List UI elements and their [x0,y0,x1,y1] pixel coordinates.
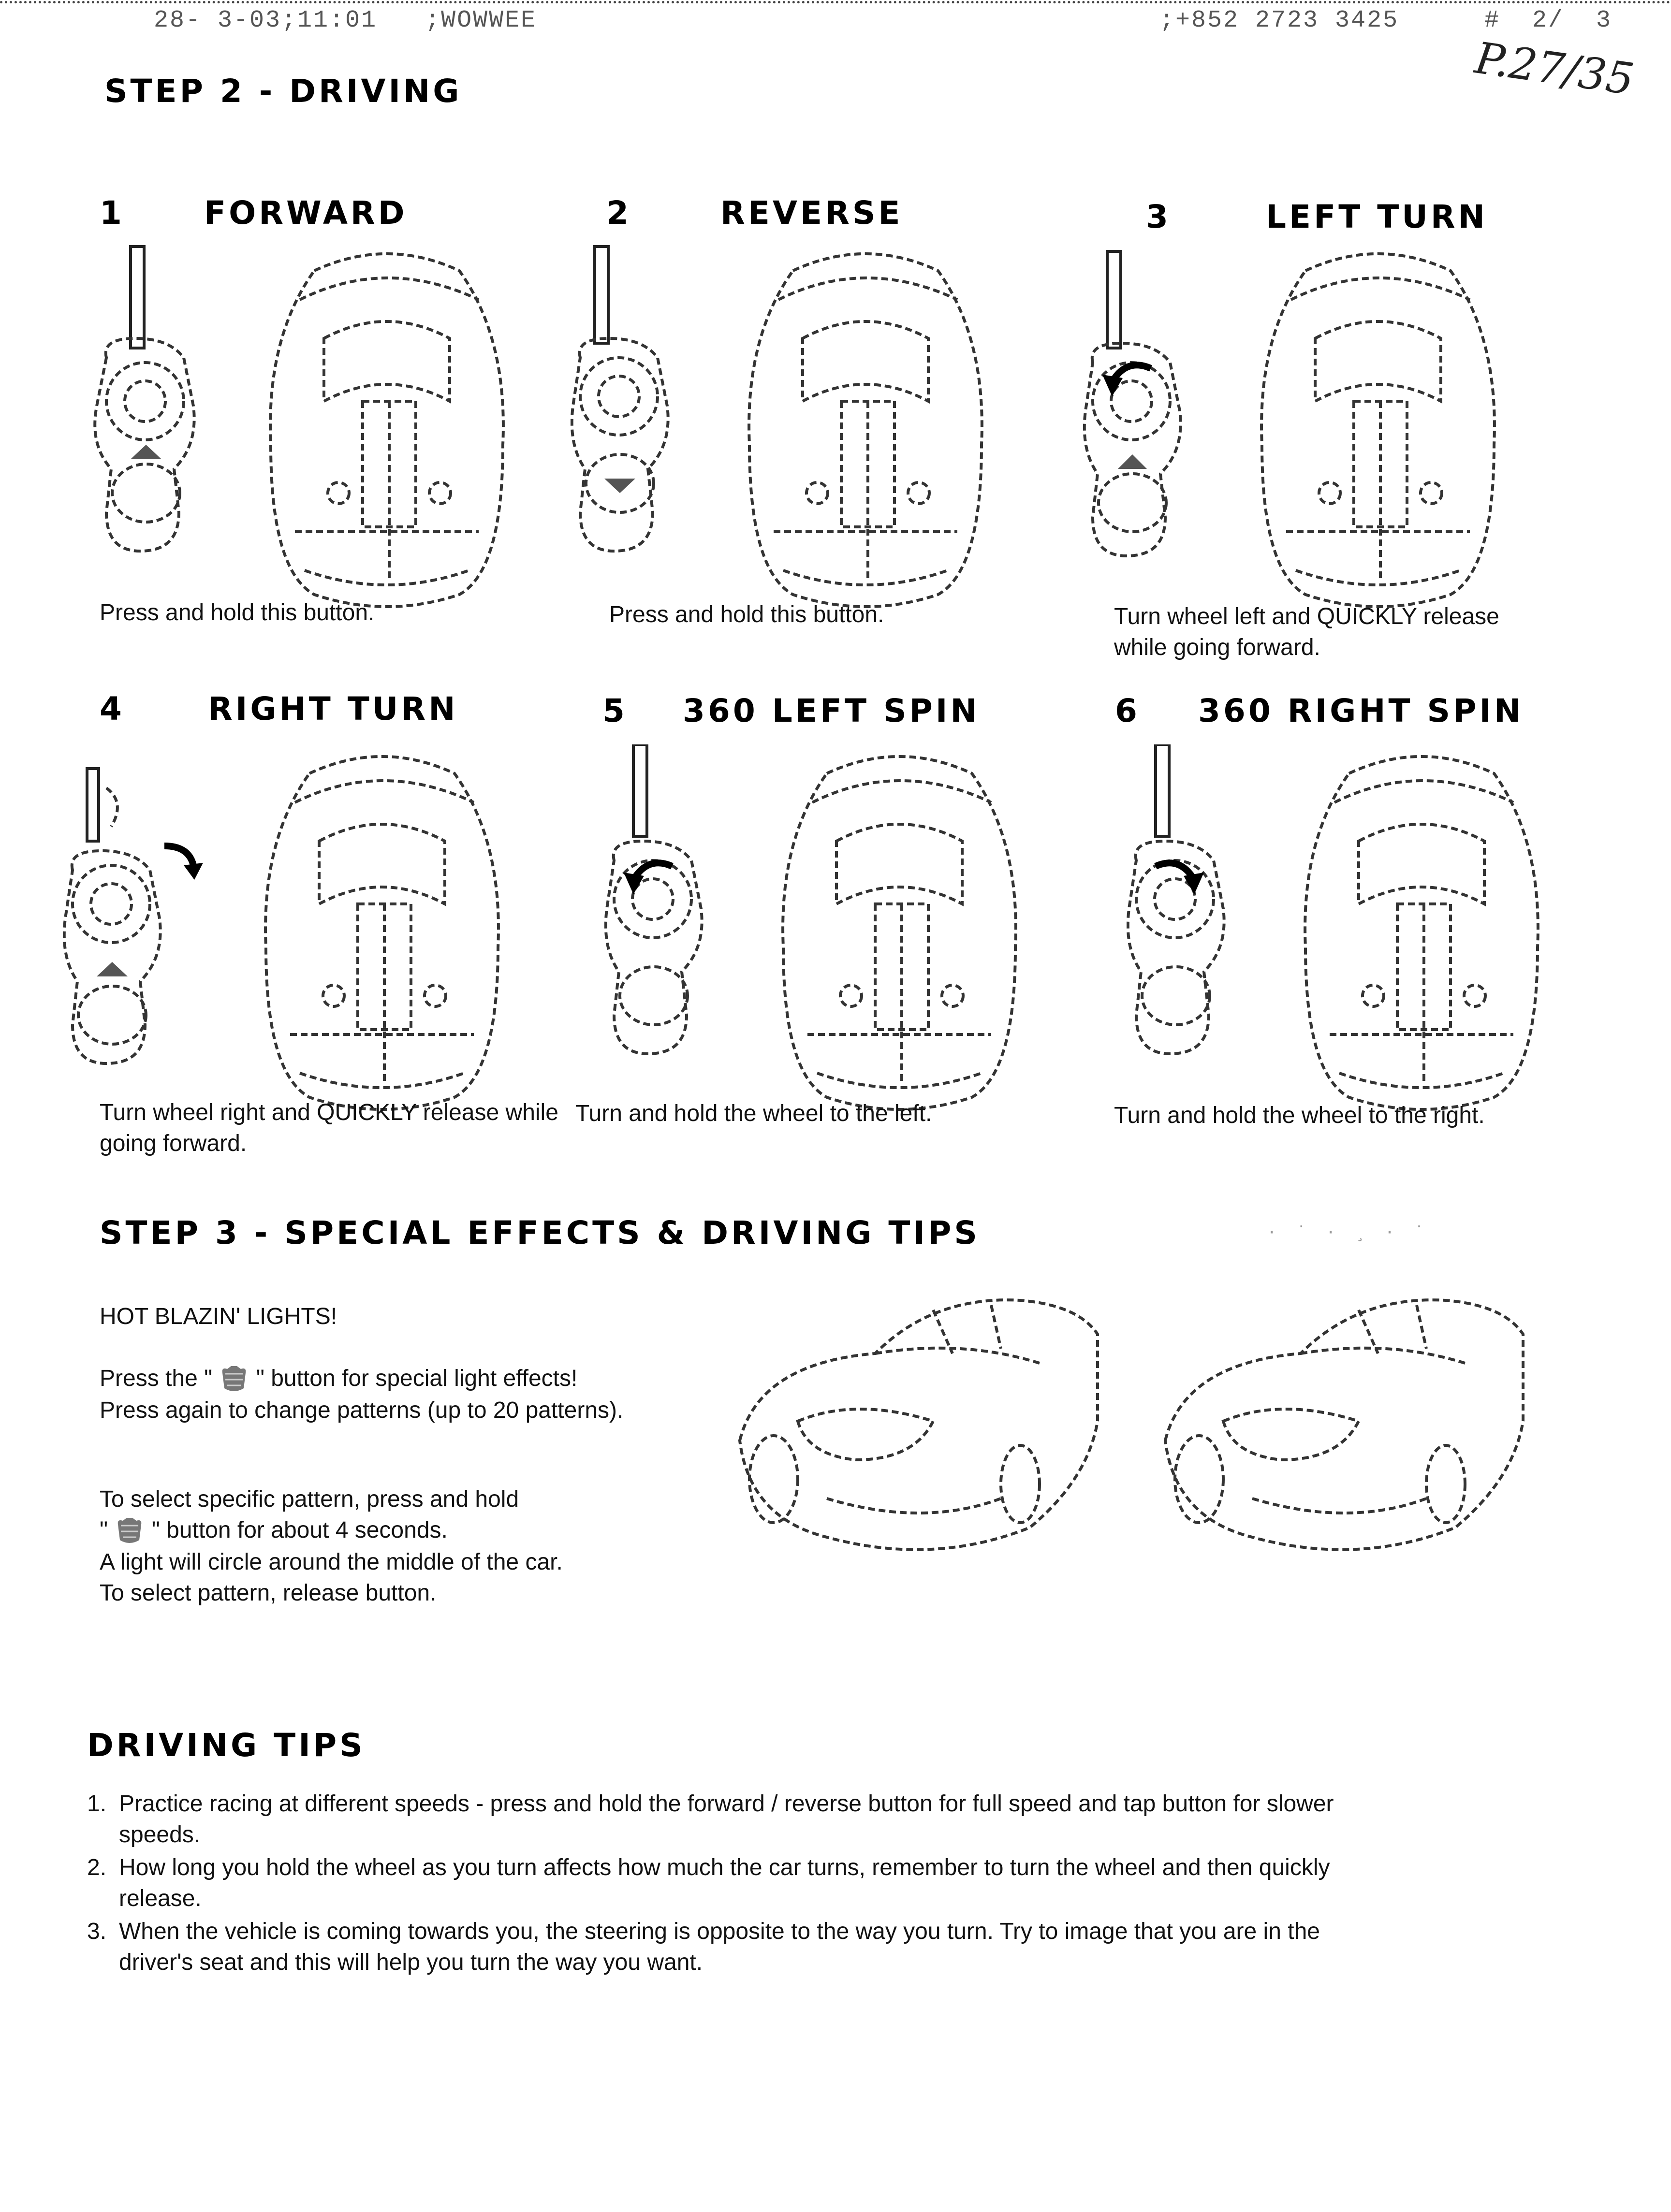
fax-header-page: # 2/ 3 [1484,7,1612,34]
caption-right-turn: Turn wheel right and QUICKLY release while going forward. [100,1100,558,1156]
step-title-360-left-spin: 360 LEFT SPIN [683,692,980,729]
figure-reverse [571,242,1006,619]
car-top-view-icon [265,757,498,1109]
car-perspective-icon [1165,1300,1523,1549]
step-title-forward: FORWARD [204,194,408,232]
step-title-left-turn: LEFT TURN [1266,198,1488,235]
car-top-view-icon [783,757,1016,1109]
fax-dotted-border [0,1,1671,3]
lights-instructions-1 [100,1363,704,1426]
lights-instructions-2 [100,1484,704,1609]
caption-forward: Press and hold this button. [100,600,375,626]
step-number-4: 4 [100,690,122,728]
para2-line3: A light will circle around the middle of the car. [100,1549,563,1575]
figure-forward [92,242,527,619]
remote-control-icon [606,744,702,1054]
figure-360-right-spin [1127,744,1562,1121]
car-top-view-icon [1261,254,1495,607]
figure-car-lights [730,1276,1581,1576]
fax-header-phone: ;+852 2723 3425 [1159,7,1399,34]
remote-control-icon [1085,251,1181,556]
figure-360-left-spin [604,744,1040,1121]
tip-number: 2. [87,1855,107,1880]
para1-continued: Press again to change patterns (up to 20 patterns). [100,1397,624,1424]
para2-line1: To select specific pattern, press and hold [100,1486,519,1512]
fax-header-left: 28- 3-03;11:01 ;WOWWEE [154,7,537,34]
light-button-icon [219,1364,249,1395]
list-item [87,1852,1392,1914]
car-top-view-icon [1305,757,1538,1109]
caption-reverse: Press and hold this button. [609,602,884,627]
figure-left-turn [1083,242,1518,619]
para1-start: Press the " [100,1366,213,1391]
tip-number: 1. [87,1791,107,1817]
tip-text: Practice racing at different speeds - press and hold the forward / reverse button for full speed and tap button for slower speeds. [119,1791,1334,1848]
forward-button-highlight [131,445,161,459]
step-number-1: 1 [100,194,122,232]
step-title-360-right-spin: 360 RIGHT SPIN [1198,692,1524,729]
para2-quote-open: " [100,1517,108,1543]
step3-heading: STEP 3 - SPECIAL EFFECTS & DRIVING TIPS [100,1214,980,1252]
tip-text: When the vehicle is coming towards you, the steering is opposite to the way you turn. Try to image that you are in the driver's seat and this will help you turn the way you want. [119,1919,1320,1975]
figure-right-turn [63,744,522,1121]
right-arrow-icon [164,846,193,865]
caption-left-turn: Turn wheel left and QUICKLY release while going forward. [1114,604,1499,660]
step-number-3: 3 [1146,198,1168,235]
handwritten-page-annotation: P.27/35 [1472,32,1637,105]
tip-number: 3. [87,1919,107,1944]
driving-tips-list [87,1789,1392,1980]
remote-control-icon [572,247,668,551]
remote-control-icon [64,769,203,1063]
list-item [87,1789,1392,1850]
lights-subheading: HOT BLAZIN' LIGHTS! [100,1304,337,1329]
reverse-button-highlight [604,479,635,493]
light-button-icon [114,1516,145,1547]
car-top-view-icon [749,254,982,607]
car-top-view-icon [270,254,503,607]
step-number-5: 5 [602,692,625,729]
remote-control-icon [95,247,194,551]
para2-line4: To select pattern, release button. [100,1580,437,1606]
caption-360-left-spin: Turn and hold the wheel to the left. [575,1101,932,1126]
para1-end: " button for special light effects! [256,1366,578,1391]
car-perspective-icon [740,1300,1098,1549]
tip-text: How long you hold the wheel as you turn affects how much the car turns, remember to turn the wheel and then quickly release. [119,1855,1330,1911]
step-title-right-turn: RIGHT TURN [208,690,458,728]
list-item [87,1916,1392,1978]
caption-360-right-spin: Turn and hold the wheel to the right. [1114,1103,1485,1128]
step-number-6: 6 [1115,692,1137,729]
remote-control-icon [1128,744,1224,1054]
step2-heading: STEP 2 - DRIVING [104,73,462,110]
step-title-reverse: REVERSE [720,194,903,232]
step-number-2: 2 [606,194,629,232]
scan-noise: · ˙ · ¸ · ˙ [1267,1223,1429,1242]
para2-line2: " button for about 4 seconds. [151,1517,448,1543]
driving-tips-heading: DRIVING TIPS [87,1727,366,1764]
